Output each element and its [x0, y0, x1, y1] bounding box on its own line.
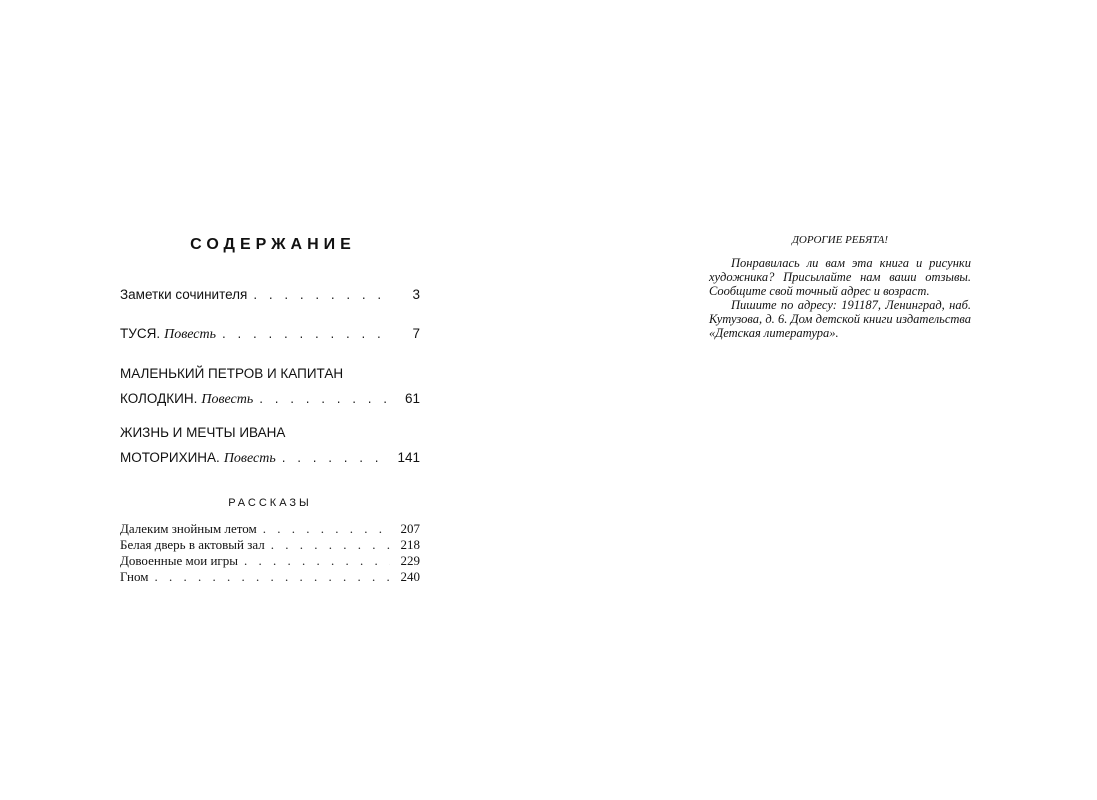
letter-heading: ДОРОГИЕ РЕБЯТА! — [791, 234, 889, 246]
toc-line — [120, 420, 420, 445]
toc-line — [120, 386, 420, 412]
toc-page-number: 61 — [404, 391, 420, 406]
toc-entry-title: МОТОРИХИНА. — [120, 450, 220, 465]
story-entry — [120, 569, 420, 585]
contents-heading: СОДЕРЖАНИЕ — [190, 236, 356, 253]
story-page-number: 207 — [400, 521, 420, 536]
toc-entry — [120, 361, 420, 412]
leader-dots — [253, 282, 390, 307]
toc-entry — [120, 282, 420, 307]
leader-dots — [222, 321, 390, 346]
toc-entry-title: Заметки сочинителя — [120, 287, 248, 302]
toc-entry-genre: Повесть — [201, 392, 254, 407]
toc-line — [120, 282, 420, 307]
toc-page-number: 7 — [412, 326, 420, 341]
toc-line — [120, 361, 420, 386]
story-entry — [120, 521, 420, 537]
leader-dots — [259, 386, 390, 411]
letter-paragraph: Пишите по адресу: 191187, Ленинград, наб. Кутузова, д. 6. Дом детской книги издательства «Детская литература». — [709, 298, 971, 340]
letter-page — [709, 234, 971, 340]
story-title: Далеким знойным летом — [120, 521, 257, 536]
leader-dots — [263, 521, 390, 537]
toc-entry-title: КОЛОДКИН. — [120, 391, 198, 406]
toc-entry — [120, 420, 420, 471]
toc-entry-title: ТУСЯ. — [120, 326, 161, 341]
story-entry — [120, 553, 420, 569]
stories-heading: РАССКАЗЫ — [228, 497, 312, 509]
toc-page-number: 141 — [397, 450, 420, 465]
leader-dots — [154, 569, 390, 585]
leader-dots — [244, 553, 390, 569]
toc-line — [120, 321, 420, 347]
story-entry — [120, 537, 420, 553]
letter-paragraph: Понравилась ли вам эта книга и рисунки художника? Присылайте нам ваши отзывы. Сообщите свой точный адрес и возраст. — [709, 256, 971, 298]
toc-entry-genre: Повесть — [223, 451, 276, 466]
toc-entry-genre: Повесть — [164, 327, 216, 342]
leader-dots — [271, 537, 390, 553]
story-page-number: 218 — [400, 537, 420, 552]
story-title: Довоенные мои игры — [120, 553, 238, 568]
toc-page-number: 3 — [412, 287, 420, 302]
story-page-number: 229 — [400, 553, 420, 568]
toc-entry-title: МАЛЕНЬКИЙ ПЕТРОВ И КАПИТАН — [120, 366, 344, 381]
story-title: Белая дверь в актовый зал — [120, 537, 265, 552]
leader-dots — [282, 445, 390, 470]
contents-page — [120, 236, 420, 585]
story-page-number: 240 — [400, 569, 420, 584]
toc-entry-title: ЖИЗНЬ И МЕЧТЫ ИВАНА — [120, 425, 286, 440]
story-title: Гном — [120, 569, 149, 584]
toc-line — [120, 445, 420, 471]
toc-entry — [120, 321, 420, 347]
